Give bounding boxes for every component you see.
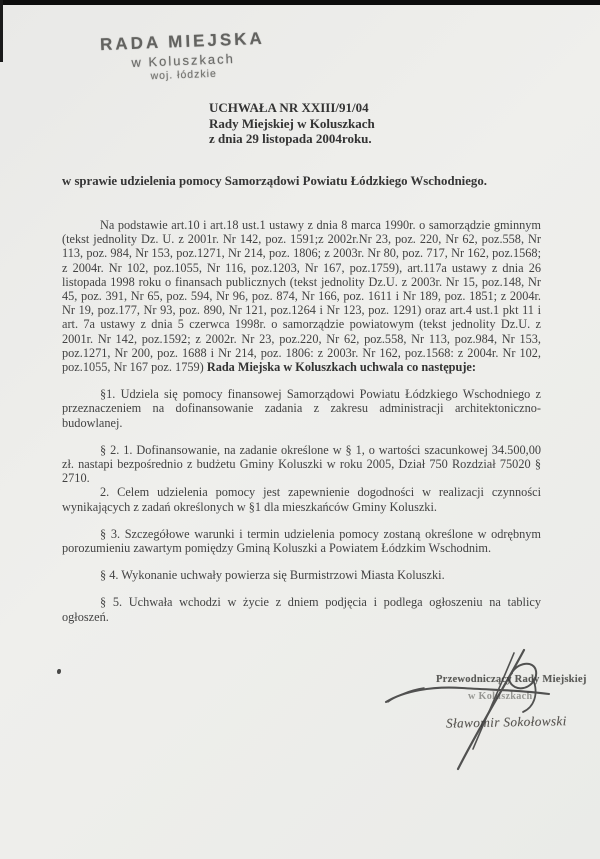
- chairman-stamp-city: w Koluszkach: [468, 691, 533, 702]
- paragraph-1: §1. Udziela się pomocy finansowej Samorządowi Powiatu Łódzkiego Wschodniego z przeznaczeniem na dofinansowanie zadania z zakresu administracji architektoniczno-budowlanej.: [62, 387, 541, 430]
- paragraph-2-point-1: § 2. 1. Dofinansowanie, na zadanie określone w § 1, o wartości szacunkowej 34.500,00 zł. nastapi bezpośrednio z budżetu Gminy Koluszki w roku 2005, Dział 750 Rozdział 75020 § 2710.: [62, 442, 541, 486]
- stamp-org-voivodeship: woj. łódzkie: [150, 67, 218, 83]
- resolution-subject: w sprawie udzielenia pomocy Samorządowi Powiatu Łódzkiego Wschodniego.: [62, 174, 487, 188]
- preamble-paragraph: [62, 218, 541, 374]
- scan-edge-left: [0, 0, 3, 62]
- resolution-number: UCHWAŁA NR XXIII/91/04: [209, 100, 369, 115]
- document-body: [62, 218, 541, 637]
- paragraph-2-point-2: 2. Celem udzielenia pomocy jest zapewnienie dogodności w realizacji czynności wynikających z zadań określonych w §1 dla mieszkańców Gminy Koluszki.: [62, 485, 541, 514]
- stamp-org-name: RADA MIEJSKA: [99, 28, 266, 55]
- scan-speck: [57, 669, 61, 674]
- scan-edge-top: [0, 0, 600, 5]
- paragraph-3: § 3. Szczegółowe warunki i termin udzielenia pomocy zostaną określone w odrębnym porozumieniu zawartym pomiędzy Gminą Koluszki a Powiatem Łódzkim Wschodnim.: [62, 526, 541, 556]
- paragraph-5: § 5. Uchwała wchodzi w życie z dniem podjęcia i podlega ogłoszeniu na tablicy ogłoszeń.: [62, 595, 541, 624]
- paragraph-4: § 4. Wykonanie uchwały powierza się Burmistrzowi Miasta Koluszki.: [100, 568, 445, 583]
- preamble-legal-basis: Na podstawie art.10 i art.18 ust.1 ustawy z dnia 8 marca 1990r. o samorządzie gminnym (tekst jednolity Dz. U. z 2001r. Nr 142, poz. 1591;z 2002r.Nr 23, poz. 220, Nr 62, poz.558, Nr 113, poz. 984, Nr 153, poz.1271, Nr 214, poz. 1806; z 2003r. Nr 80, poz. 717, Nr 162, poz.1568; z 2004r. Nr 102, poz.1055, Nr 116, poz.1203, Nr 167, poz.1759), art.117a ustawy z dnia 26 listopada 1998 roku o finansach publicznych (tekst jednolity Dz.U. z 2003r. Nr 15, poz.148, Nr 45, poz. 391, Nr 65, poz. 594, Nr 96, poz. 874, Nr 166, poz. 1611 i Nr 189, poz. 1851; z 2004r. Nr 19, poz.177, Nr 93, poz. 890, Nr 121, poz.1264 i Nr 123, poz. 1291) oraz art.4 ust.1 pkt 11 i art. 7a ustawy z dnia 5 czerwca 1998r. o samorządzie powiatowym (tekst jednolity Dz.U. z 2001r. Nr 142, poz.1592; z 2002r. Nr 23, poz.220, Nr 62, poz.558, Nr 113, poz.984, Nr 153, poz.1271, Nr 200, poz. 1688 i Nr 214, poz. 1806: z 2003r. Nr 162, poz.1568: z 2004r. Nr 102, poz.1055, Nr 167 poz. 1759): [62, 218, 541, 375]
- signature-horizontal-stroke: [386, 688, 549, 702]
- signature-descender: [523, 679, 536, 712]
- chairman-name: Sławomir Sokołowski: [445, 713, 567, 731]
- preamble-enacting-clause: Rada Miejska w Koluszkach uchwala co następuje:: [206, 360, 476, 375]
- resolution-issuer: Rady Miejskiej w Koluszkach: [209, 115, 375, 131]
- handwritten-signature: [370, 638, 600, 788]
- chairman-stamp-title: Przewodniczący Rady Miejskiej: [436, 674, 587, 685]
- document-title: [209, 100, 375, 147]
- stamp-org-city: w Koluszkach: [131, 51, 236, 70]
- signature-diagonal-stroke: [458, 650, 524, 769]
- resolution-date: z dnia 29 listopada 2004roku.: [209, 131, 372, 147]
- signature-diagonal-stroke-2: [473, 653, 514, 749]
- council-rubber-stamp: [87, 28, 279, 85]
